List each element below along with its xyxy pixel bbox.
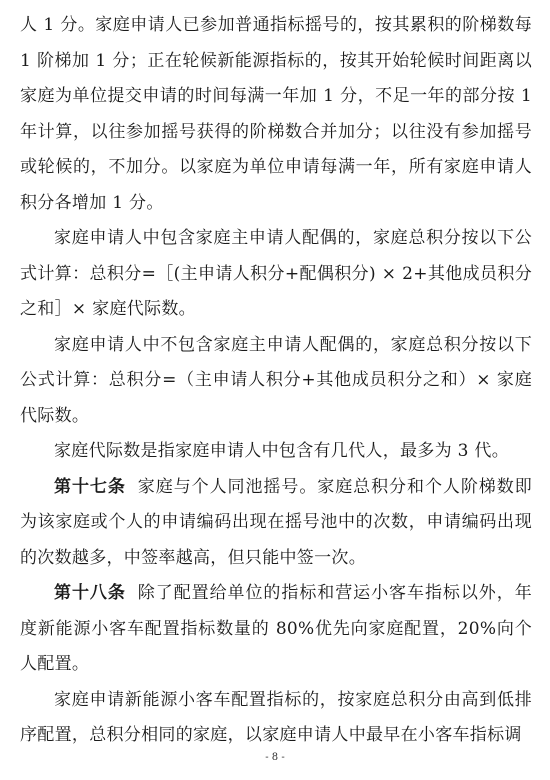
paragraph-1 bbox=[20, 8, 532, 221]
paragraph-7 bbox=[20, 683, 532, 754]
document-body bbox=[20, 8, 532, 754]
paragraph-4-text: 家庭代际数是指家庭申请人中包含有几代人，最多为 3 代。 bbox=[54, 441, 510, 461]
article-17-text: 家庭与个人同池摇号。家庭总积分和个人阶梯数即为该家庭或个人的申请编码出现在摇号池中的次数，申请编码出现的次数越多，中签率越高，但只能中签一次。 bbox=[20, 476, 532, 568]
paragraph-3-text: 家庭申请人中不包含家庭主申请人配偶的，家庭总积分按以下公式计算：总积分=（主申请人积分+其他成员积分之和）× 家庭代际数。 bbox=[20, 334, 532, 426]
paragraph-2-text: 家庭申请人中包含家庭主申请人配偶的，家庭总积分按以下公式计算：总积分=［(主申请人积分+配偶积分) × 2+其他成员积分之和］× 家庭代际数。 bbox=[20, 228, 532, 319]
paragraph-article-18 bbox=[20, 576, 532, 683]
article-18-text: 除了配置给单位的指标和营运小客车指标以外，年度新能源小客车配置指标数量的 80%优先向家庭配置，20%向个人配置。 bbox=[20, 583, 532, 674]
article-17-heading: 第十七条 bbox=[54, 476, 126, 497]
page-number: - 8 - bbox=[265, 752, 285, 763]
paragraph-article-17 bbox=[20, 470, 532, 577]
paragraph-1-text: 人 1 分。家庭申请人已参加普通指标摇号的，按其累积的阶梯数每 1 阶梯加 1 分；正在轮候新能源指标的，按其开始轮候时间距离以家庭为单位提交申请的时间每满一年加 1 分，不足一年的部分按 1 年计算，以往参加摇号获得的阶梯数合并加分；以往没有参加摇号或轮候的，不加分。以家庭为单位申请每满一年，所有家庭申请人积分各增加 1 分。 bbox=[20, 15, 532, 213]
paragraph-7-text: 家庭申请新能源小客车配置指标的，按家庭总积分由高到低排序配置，总积分相同的家庭，以家庭申请人中最早在小客车指标调 bbox=[20, 689, 532, 745]
paragraph-2 bbox=[20, 221, 532, 328]
article-18-heading: 第十八条 bbox=[54, 583, 126, 603]
paragraph-4 bbox=[20, 434, 532, 470]
paragraph-3 bbox=[20, 328, 532, 435]
